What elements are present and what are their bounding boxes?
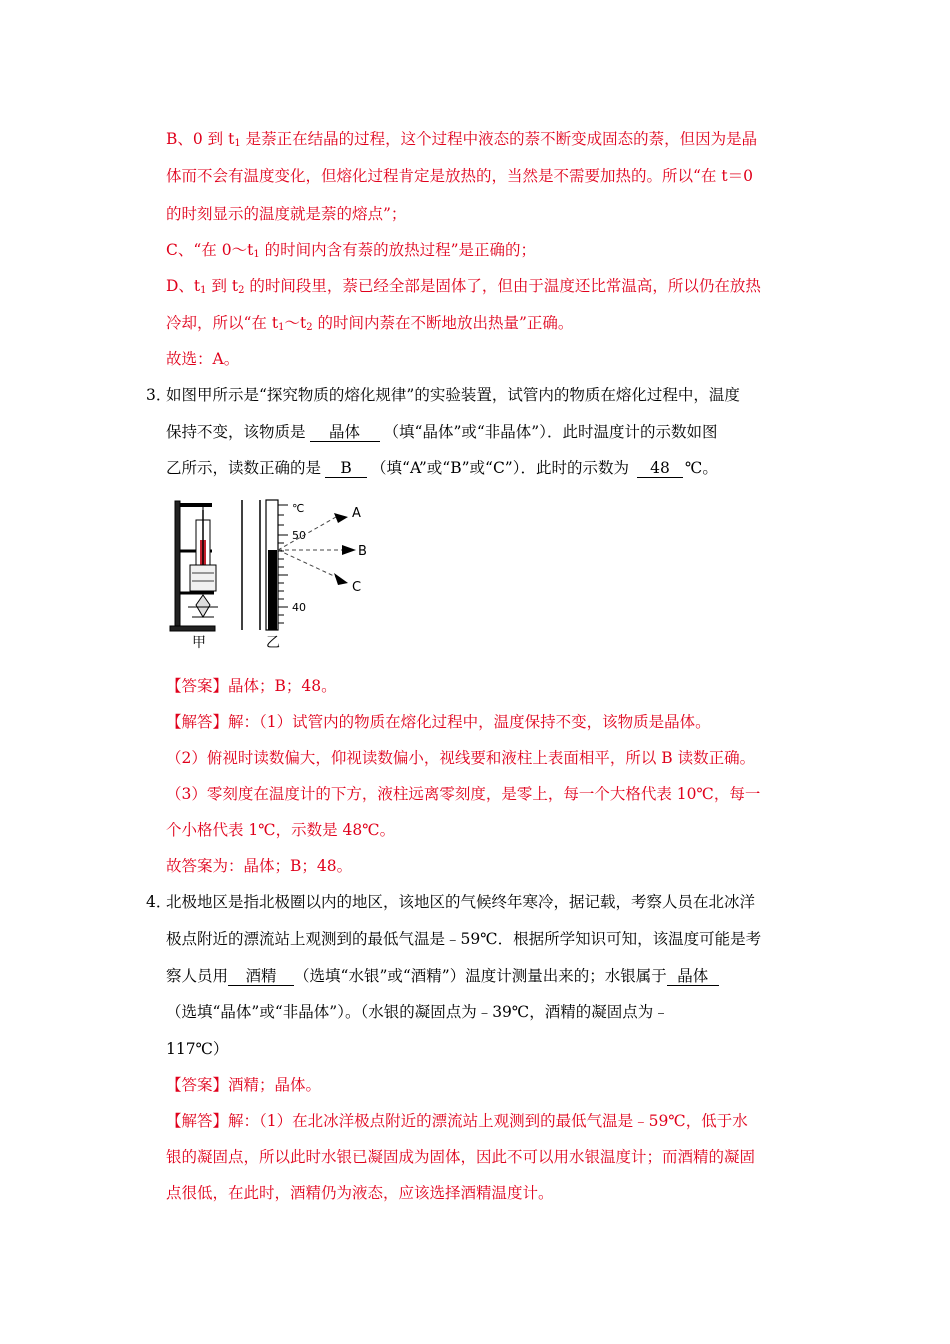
q3-blank-2: B <box>325 459 367 478</box>
eye-c-label: C <box>352 580 362 595</box>
q3-line-3: 乙所示，读数正确的是 B （填“A”或“B”或“C”）．此时的示数为 48 ℃。 <box>166 459 718 477</box>
b-line-3: 的时刻显示的温度就是萘的熔点”； <box>166 205 407 223</box>
q3-analysis-1: 【解答】解：（1）试管内的物质在熔化过程中，温度保持不变，该物质是晶体。 <box>166 713 711 731</box>
label-jia: 甲 <box>192 635 206 651</box>
b-line-1: B、0 到 $t_1$ 是萘正在结晶的过程，这个过程中液态的萘不断变成固态的萘，但因为是晶 <box>166 130 758 149</box>
b-line-2: 体而不会有温度变化，但熔化过程肯定是放热的，当然是不需要加热的。所以“在 t＝0 <box>166 167 753 185</box>
q4-line-3: 察人员用 酒精 （选填“水银”或“酒精”）温度计测量出来的；水银属于 晶体 <box>166 966 719 986</box>
d-line-2: 冷却，所以“在 $t_1\sim t_2$ 的时间内萘在不断地放出热量”正确。 <box>166 314 574 333</box>
q4-number: 4． <box>146 893 172 911</box>
q4-answer: 【答案】酒精；晶体。 <box>166 1076 322 1094</box>
q3-analysis-3: （3）零刻度在温度计的下方，液柱远离零刻度，是零上，每一个大格代表 10℃，每一 <box>166 785 761 803</box>
q3-number: 3． <box>146 386 172 404</box>
unit-label: ℃ <box>292 502 305 515</box>
eye-b-label: B <box>358 544 367 559</box>
q4-line-2: 极点附近的漂流站上观测到的最低气温是﹣59℃．根据所学知识可知，该温度可能是考 <box>166 930 762 948</box>
experiment-figure <box>170 495 370 655</box>
q4-line-1: 北极地区是指北极圈以内的地区，该地区的气候终年寒冷，据记载，考察人员在北冰洋 <box>166 893 756 911</box>
q2-choice: 故选：A。 <box>166 350 240 368</box>
d-line-1: D、$t_1$ 到 $t_2$ 的时间段里，萘已经全部是固体了，但由于温度还比常温高，所以仍在放热 <box>166 277 761 296</box>
eye-b-icon <box>342 545 356 555</box>
q3-blank-1: 晶体 <box>310 423 380 442</box>
q4-analysis-1: 【解答】解：（1）在北冰洋极点附近的漂流站上观测到的最低气温是﹣59℃，低于水 <box>166 1112 748 1130</box>
eye-a-icon <box>334 513 348 523</box>
sight-lines <box>278 517 342 577</box>
q3-blank-3: 48 <box>637 459 683 478</box>
label-yi: 乙 <box>266 635 280 651</box>
q4-blank-2: 晶体 <box>667 967 719 986</box>
eye-a-label: A <box>352 506 361 521</box>
q4-line-4: （选填“晶体”或“非晶体”）。（水银的凝固点为﹣39℃，酒精的凝固点为﹣ <box>166 1003 669 1021</box>
thermometer-scale <box>242 500 288 630</box>
q4-analysis-3: 点很低，在此时，酒精仍为液态，应该选择酒精温度计。 <box>166 1184 554 1202</box>
eye-c-icon <box>334 573 348 585</box>
q4-line-5: 117℃） <box>166 1040 229 1058</box>
q3-analysis-5: 故答案为：晶体；B；48。 <box>166 857 353 875</box>
q4-analysis-2: 银的凝固点，所以此时水银已凝固成为固体，因此不可以用水银温度计；而酒精的凝固 <box>166 1148 756 1166</box>
tick-50: 50 <box>292 529 306 542</box>
q3-answer: 【答案】晶体；B；48。 <box>166 677 337 695</box>
q4-blank-1: 酒精 <box>228 967 294 986</box>
q3-line-1: 如图甲所示是“探究物质的熔化规律”的实验装置，试管内的物质在熔化过程中，温度 <box>166 386 740 404</box>
tick-40: 40 <box>292 601 306 614</box>
c-line: C、“在 $0\sim t_1$ 的时间内含有萘的放热过程”是正确的； <box>166 241 537 260</box>
q3-line-2: 保持不变，该物质是 晶体 （填“晶体”或“非晶体”）．此时温度计的示数如图 <box>166 423 718 441</box>
q3-analysis-2: （2）俯视时读数偏大，仰视读数偏小，视线要和液柱上表面相平，所以 B 读数正确。 <box>166 749 756 767</box>
q3-analysis-4: 个小格代表 1℃，示数是 48℃。 <box>166 821 396 839</box>
stand-apparatus <box>170 501 218 631</box>
